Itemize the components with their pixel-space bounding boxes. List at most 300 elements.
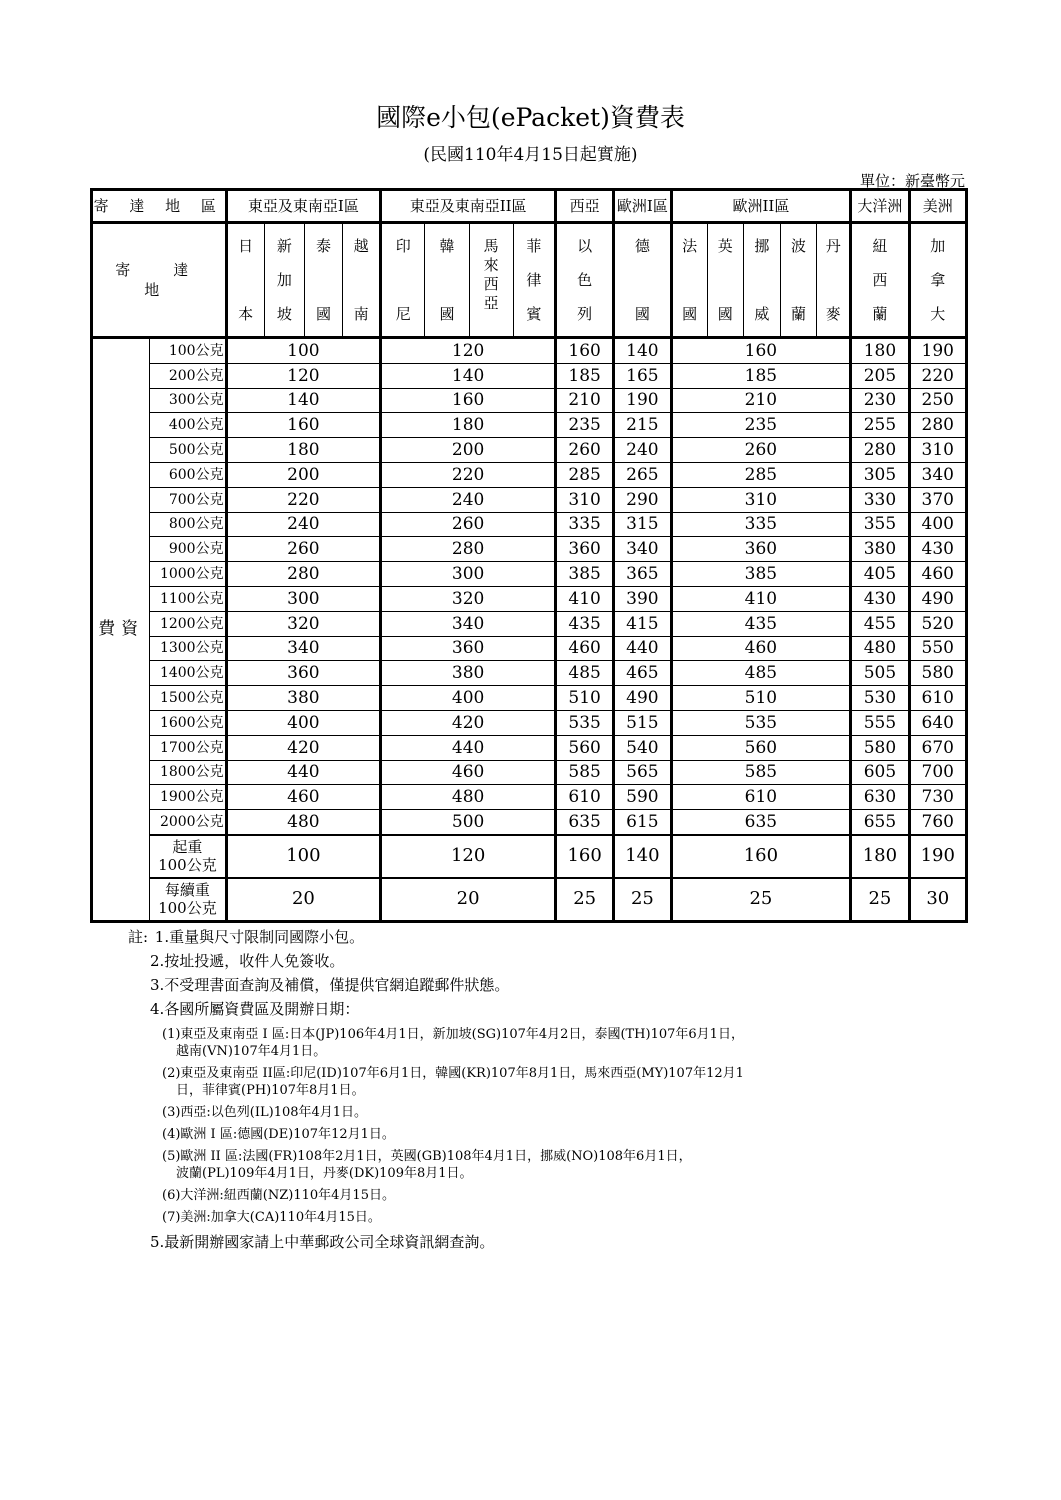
rate-value: 480 — [381, 785, 556, 810]
rate-value: 160 — [671, 338, 851, 364]
rate-value: 370 — [909, 487, 966, 512]
rate-row — [92, 388, 967, 413]
rate-value: 540 — [614, 735, 671, 760]
weight-label: 1900公克 — [150, 785, 226, 810]
country-char: 國 — [634, 305, 650, 323]
country-char: 波 — [791, 237, 807, 255]
country-char: 國 — [439, 305, 455, 323]
rate-value: 320 — [226, 611, 381, 636]
rate-row — [92, 338, 967, 364]
rate-value: 240 — [226, 512, 381, 537]
country-char: 馬 — [483, 237, 499, 255]
rate-value: 410 — [556, 586, 614, 611]
rate-row — [92, 661, 967, 686]
rate-value: 335 — [671, 512, 851, 537]
sub-note-line: 越南(VN)107年4月1日。 — [176, 1044, 327, 1059]
rate-value: 510 — [671, 686, 851, 711]
rate-value: 190 — [909, 338, 966, 364]
weight-label: 1700公克 — [150, 735, 226, 760]
country-char: 西 — [483, 275, 499, 293]
rate-value: 250 — [909, 388, 966, 413]
sub-note-line: (4)歐洲 I 區:德國(DE)107年12月1日。 — [162, 1127, 395, 1142]
rate-value: 160 — [381, 388, 556, 413]
country-name — [817, 237, 849, 323]
rate-table — [90, 188, 968, 923]
rate-value: 385 — [556, 562, 614, 587]
country-char: 列 — [577, 305, 593, 323]
country-char: 蘭 — [872, 305, 888, 323]
country-char: 紐 — [872, 237, 888, 255]
rate-value: 340 — [909, 462, 966, 487]
country-name — [382, 237, 424, 323]
weight-label: 100公克 — [150, 338, 226, 364]
rate-value: 200 — [226, 462, 381, 487]
summary-value: 180 — [851, 835, 909, 878]
summary-label-line: 每續重 — [164, 881, 210, 900]
rate-value: 300 — [226, 586, 381, 611]
rate-row — [92, 363, 967, 388]
rate-value: 400 — [381, 686, 556, 711]
rate-value: 335 — [556, 512, 614, 537]
rate-value: 180 — [226, 438, 381, 463]
rate-value: 140 — [381, 363, 556, 388]
rate-row — [92, 462, 967, 487]
rate-value: 420 — [226, 735, 381, 760]
rate-value: 310 — [556, 487, 614, 512]
sub-note — [162, 1126, 744, 1143]
rate-row — [92, 562, 967, 587]
rate-value: 235 — [556, 413, 614, 438]
weight-label: 200公克 — [150, 363, 226, 388]
country-name — [228, 237, 264, 323]
country-header — [780, 223, 816, 338]
rate-value: 355 — [851, 512, 909, 537]
rate-row — [92, 686, 967, 711]
rate-value: 565 — [614, 760, 671, 785]
rate-row — [92, 785, 967, 810]
rate-value: 210 — [671, 388, 851, 413]
rate-value: 300 — [381, 562, 556, 587]
summary-label-line: 100公克 — [158, 856, 217, 875]
country-char: 色 — [577, 271, 593, 289]
rate-value: 180 — [851, 338, 909, 364]
rate-row — [92, 487, 967, 512]
weight-label: 1800公克 — [150, 760, 226, 785]
country-char: 坡 — [276, 305, 292, 323]
rate-value: 435 — [671, 611, 851, 636]
rate-value: 220 — [909, 363, 966, 388]
notes-section — [128, 925, 744, 1254]
country-char: 拿 — [930, 271, 946, 289]
summary-label — [150, 835, 226, 878]
rate-value: 505 — [851, 661, 909, 686]
sub-note-line: (1)東亞及東南亞 I 區:日本(JP)106年4月1日，新加坡(SG)107年4月2日，泰國(TH)107年6月1日， — [162, 1027, 744, 1042]
weight-label: 1100公克 — [150, 586, 226, 611]
rate-value: 380 — [226, 686, 381, 711]
rate-value: 185 — [671, 363, 851, 388]
country-char: 韓 — [439, 237, 455, 255]
rate-value: 460 — [909, 562, 966, 587]
country-char: 亞 — [483, 294, 499, 312]
country-char: 加 — [930, 237, 946, 255]
rate-value: 280 — [851, 438, 909, 463]
note-text: 3.不受理書面查詢及補償，僅提供官網追蹤郵件狀態。 — [150, 976, 510, 994]
rate-value: 580 — [909, 661, 966, 686]
currency-unit: 單位：新臺幣元 — [859, 172, 965, 190]
rate-value: 490 — [909, 586, 966, 611]
summary-label — [150, 878, 226, 922]
rate-value: 420 — [381, 710, 556, 735]
rate-value: 500 — [381, 810, 556, 835]
sub-note — [162, 1065, 744, 1099]
rate-value: 410 — [671, 586, 851, 611]
country-header — [264, 223, 304, 338]
summary-value: 190 — [909, 835, 966, 878]
rate-value: 555 — [851, 710, 909, 735]
rate-value: 480 — [226, 810, 381, 835]
country-header — [614, 223, 671, 338]
weight-label: 1300公克 — [150, 636, 226, 661]
rate-value: 430 — [851, 586, 909, 611]
rate-value: 580 — [851, 735, 909, 760]
rate-value: 520 — [909, 611, 966, 636]
rate-value: 560 — [671, 735, 851, 760]
rate-value: 280 — [381, 537, 556, 562]
region-header: 大洋洲 — [851, 190, 909, 223]
rate-value: 730 — [909, 785, 966, 810]
country-char: 菲 — [526, 237, 542, 255]
sub-note — [162, 1148, 744, 1182]
sub-note — [162, 1026, 744, 1060]
rate-value: 160 — [226, 413, 381, 438]
rate-value: 535 — [671, 710, 851, 735]
country-char: 國 — [315, 305, 331, 323]
rate-value: 310 — [909, 438, 966, 463]
weight-label: 1400公克 — [150, 661, 226, 686]
note-item — [128, 925, 744, 949]
country-char: 尼 — [395, 305, 411, 323]
country-char: 英 — [717, 237, 733, 255]
country-name — [305, 237, 342, 323]
summary-label-line: 起重 — [172, 838, 203, 857]
note-item — [128, 973, 744, 997]
rate-row — [92, 413, 967, 438]
rate-value: 700 — [909, 760, 966, 785]
rate-value: 360 — [671, 537, 851, 562]
country-char: 蘭 — [791, 305, 807, 323]
summary-value: 160 — [671, 835, 851, 878]
country-name — [514, 237, 554, 323]
rate-value: 160 — [556, 338, 614, 364]
rate-value: 305 — [851, 462, 909, 487]
country-header — [381, 223, 425, 338]
summary-value: 30 — [909, 878, 966, 922]
sub-note-line: 日，菲律賓(PH)107年8月1日。 — [176, 1083, 365, 1098]
country-char: 加 — [276, 271, 292, 289]
rate-value: 240 — [614, 438, 671, 463]
sub-note-line: (6)大洋洲:紐西蘭(NZ)110年4月15日。 — [162, 1188, 395, 1203]
country-char: 新 — [276, 237, 292, 255]
region-header: 東亞及東南亞II區 — [381, 190, 556, 223]
region-header: 美洲 — [909, 190, 966, 223]
rate-value: 460 — [556, 636, 614, 661]
rate-value: 220 — [226, 487, 381, 512]
rate-value: 235 — [671, 413, 851, 438]
country-char: 國 — [717, 305, 733, 323]
rate-value: 480 — [851, 636, 909, 661]
rate-value: 400 — [909, 512, 966, 537]
rate-value: 340 — [614, 537, 671, 562]
sub-note-line: (5)歐洲 II 區:法國(FR)108年2月1日，英國(GB)108年4月1日，挪威(NO)108年6月1日， — [162, 1149, 692, 1164]
rate-value: 485 — [556, 661, 614, 686]
country-name — [265, 237, 304, 323]
rate-value: 100 — [226, 338, 381, 364]
country-header — [343, 223, 381, 338]
country-header — [851, 223, 909, 338]
rate-value: 585 — [556, 760, 614, 785]
weight-label: 1500公克 — [150, 686, 226, 711]
sub-note-line: 波蘭(PL)109年4月1日，丹麥(DK)109年8月1日。 — [176, 1166, 473, 1181]
rate-value: 340 — [381, 611, 556, 636]
rate-value: 190 — [614, 388, 671, 413]
destination-label: 寄 達 地 — [92, 223, 227, 338]
weight-label: 300公克 — [150, 388, 226, 413]
rate-value: 260 — [556, 438, 614, 463]
rate-row — [92, 810, 967, 835]
sub-note — [162, 1187, 744, 1204]
summary-value: 25 — [851, 878, 909, 922]
weight-label: 800公克 — [150, 512, 226, 537]
country-name — [470, 237, 513, 323]
rate-value: 120 — [381, 338, 556, 364]
summary-value: 160 — [556, 835, 614, 878]
rate-value: 655 — [851, 810, 909, 835]
country-name — [781, 237, 816, 323]
rate-value: 280 — [226, 562, 381, 587]
country-header — [513, 223, 555, 338]
rate-row — [92, 710, 967, 735]
rate-value: 535 — [556, 710, 614, 735]
country-char: 來 — [483, 256, 499, 274]
sub-note-line: (3)西亞:以色列(IL)108年4月1日。 — [162, 1105, 368, 1120]
rate-value: 640 — [909, 710, 966, 735]
country-char: 西 — [872, 271, 888, 289]
sub-notes-list — [128, 1026, 744, 1226]
rate-row — [92, 438, 967, 463]
rate-value: 440 — [381, 735, 556, 760]
region-header-row — [92, 190, 967, 223]
note-text: 2.按址投遞，收件人免簽收。 — [150, 952, 345, 970]
rate-value: 550 — [909, 636, 966, 661]
note-text: 1.重量與尺寸限制同國際小包。 — [154, 928, 365, 946]
country-header — [469, 223, 513, 338]
rate-value: 390 — [614, 586, 671, 611]
page-subtitle: (民國110年4月15日起實施) — [423, 145, 638, 165]
rate-value: 635 — [671, 810, 851, 835]
rate-value: 220 — [381, 462, 556, 487]
country-header — [556, 223, 614, 338]
rate-value: 380 — [381, 661, 556, 686]
rate-row — [92, 611, 967, 636]
rate-value: 605 — [851, 760, 909, 785]
rate-value: 610 — [671, 785, 851, 810]
rate-value: 340 — [226, 636, 381, 661]
country-header — [425, 223, 469, 338]
rate-value: 185 — [556, 363, 614, 388]
weight-label: 900公克 — [150, 537, 226, 562]
rate-value: 215 — [614, 413, 671, 438]
rate-value: 560 — [556, 735, 614, 760]
country-char: 本 — [238, 305, 254, 323]
country-name — [557, 237, 612, 323]
summary-value: 100 — [226, 835, 381, 878]
rate-value: 585 — [671, 760, 851, 785]
note-item — [128, 949, 744, 973]
rate-row — [92, 636, 967, 661]
rate-value: 590 — [614, 785, 671, 810]
weight-label: 500公克 — [150, 438, 226, 463]
rate-value: 430 — [909, 537, 966, 562]
summary-value: 25 — [556, 878, 614, 922]
summary-value: 20 — [226, 878, 381, 922]
country-char: 丹 — [825, 237, 841, 255]
rate-value: 510 — [556, 686, 614, 711]
country-char: 大 — [930, 305, 946, 323]
country-char: 麥 — [825, 305, 841, 323]
rate-value: 460 — [381, 760, 556, 785]
rate-value: 265 — [614, 462, 671, 487]
country-char: 泰 — [315, 237, 331, 255]
summary-row — [92, 878, 967, 922]
rate-value: 490 — [614, 686, 671, 711]
rate-value: 260 — [381, 512, 556, 537]
rate-value: 400 — [226, 710, 381, 735]
rate-value: 285 — [556, 462, 614, 487]
region-header: 西亞 — [556, 190, 614, 223]
country-header — [743, 223, 780, 338]
summary-value: 25 — [671, 878, 851, 922]
country-char: 法 — [682, 237, 698, 255]
region-header-label: 寄 達 地 區 — [92, 190, 227, 223]
rate-value: 405 — [851, 562, 909, 587]
rate-value: 360 — [226, 661, 381, 686]
country-char: 賓 — [526, 305, 542, 323]
rate-value: 285 — [671, 462, 851, 487]
note-item — [128, 1230, 744, 1254]
summary-value: 20 — [381, 878, 556, 922]
summary-value: 25 — [614, 878, 671, 922]
note-text: 4.各國所屬資費區及開辦日期： — [150, 1000, 360, 1018]
country-char: 印 — [395, 237, 411, 255]
sub-note-line: (7)美洲:加拿大(CA)110年4月15日。 — [162, 1210, 381, 1225]
rate-value: 515 — [614, 710, 671, 735]
rate-value: 460 — [226, 785, 381, 810]
rate-value: 460 — [671, 636, 851, 661]
rate-row — [92, 735, 967, 760]
rate-value: 615 — [614, 810, 671, 835]
rate-value: 320 — [381, 586, 556, 611]
rate-value: 380 — [851, 537, 909, 562]
rate-row — [92, 512, 967, 537]
rate-row — [92, 760, 967, 785]
rate-value: 280 — [909, 413, 966, 438]
country-char: 德 — [634, 237, 650, 255]
country-header — [909, 223, 966, 338]
rate-value: 140 — [614, 338, 671, 364]
rate-value: 485 — [671, 661, 851, 686]
sub-note-line: (2)東亞及東南亞 II區:印尼(ID)107年6月1日，韓國(KR)107年8月1日，馬來西亞(MY)107年12月1 — [162, 1066, 744, 1081]
country-name — [708, 237, 743, 323]
sub-note — [162, 1104, 744, 1121]
rate-value: 210 — [556, 388, 614, 413]
sub-note — [162, 1209, 744, 1226]
country-name — [852, 237, 907, 323]
weight-label: 1200公克 — [150, 611, 226, 636]
rate-value: 530 — [851, 686, 909, 711]
rate-value: 610 — [909, 686, 966, 711]
country-name — [744, 237, 780, 323]
rate-value: 360 — [556, 537, 614, 562]
rate-value: 260 — [671, 438, 851, 463]
weight-label: 1600公克 — [150, 710, 226, 735]
rate-value: 385 — [671, 562, 851, 587]
rate-value: 440 — [614, 636, 671, 661]
country-name — [673, 237, 707, 323]
rate-value: 205 — [851, 363, 909, 388]
rate-value: 180 — [381, 413, 556, 438]
rate-value: 230 — [851, 388, 909, 413]
rate-value: 760 — [909, 810, 966, 835]
rate-value: 670 — [909, 735, 966, 760]
country-header — [817, 223, 851, 338]
country-char: 挪 — [754, 237, 770, 255]
summary-value: 140 — [614, 835, 671, 878]
country-name — [911, 237, 965, 323]
rate-value: 440 — [226, 760, 381, 785]
country-char: 越 — [353, 237, 369, 255]
country-header — [226, 223, 264, 338]
summary-row — [92, 835, 967, 878]
country-name — [343, 237, 379, 323]
weight-label: 2000公克 — [150, 810, 226, 835]
country-char: 律 — [526, 271, 542, 289]
rate-value: 165 — [614, 363, 671, 388]
country-char: 日 — [238, 237, 254, 255]
weight-label: 700公克 — [150, 487, 226, 512]
notes-prefix: 註: — [128, 928, 149, 946]
country-char: 國 — [682, 305, 698, 323]
rate-value: 610 — [556, 785, 614, 810]
rate-value: 260 — [226, 537, 381, 562]
rate-value: 310 — [671, 487, 851, 512]
rate-value: 455 — [851, 611, 909, 636]
rate-value: 330 — [851, 487, 909, 512]
region-header: 歐洲II區 — [671, 190, 851, 223]
rate-row — [92, 537, 967, 562]
rate-value: 635 — [556, 810, 614, 835]
country-header-row — [92, 223, 967, 338]
fee-label: 費資 — [92, 338, 150, 922]
rate-value: 140 — [226, 388, 381, 413]
weight-label: 1000公克 — [150, 562, 226, 587]
rate-value: 120 — [226, 363, 381, 388]
rate-value: 365 — [614, 562, 671, 587]
country-name — [425, 237, 468, 323]
rate-value: 435 — [556, 611, 614, 636]
rate-value: 255 — [851, 413, 909, 438]
rate-value: 415 — [614, 611, 671, 636]
summary-label-line: 100公克 — [158, 899, 217, 918]
